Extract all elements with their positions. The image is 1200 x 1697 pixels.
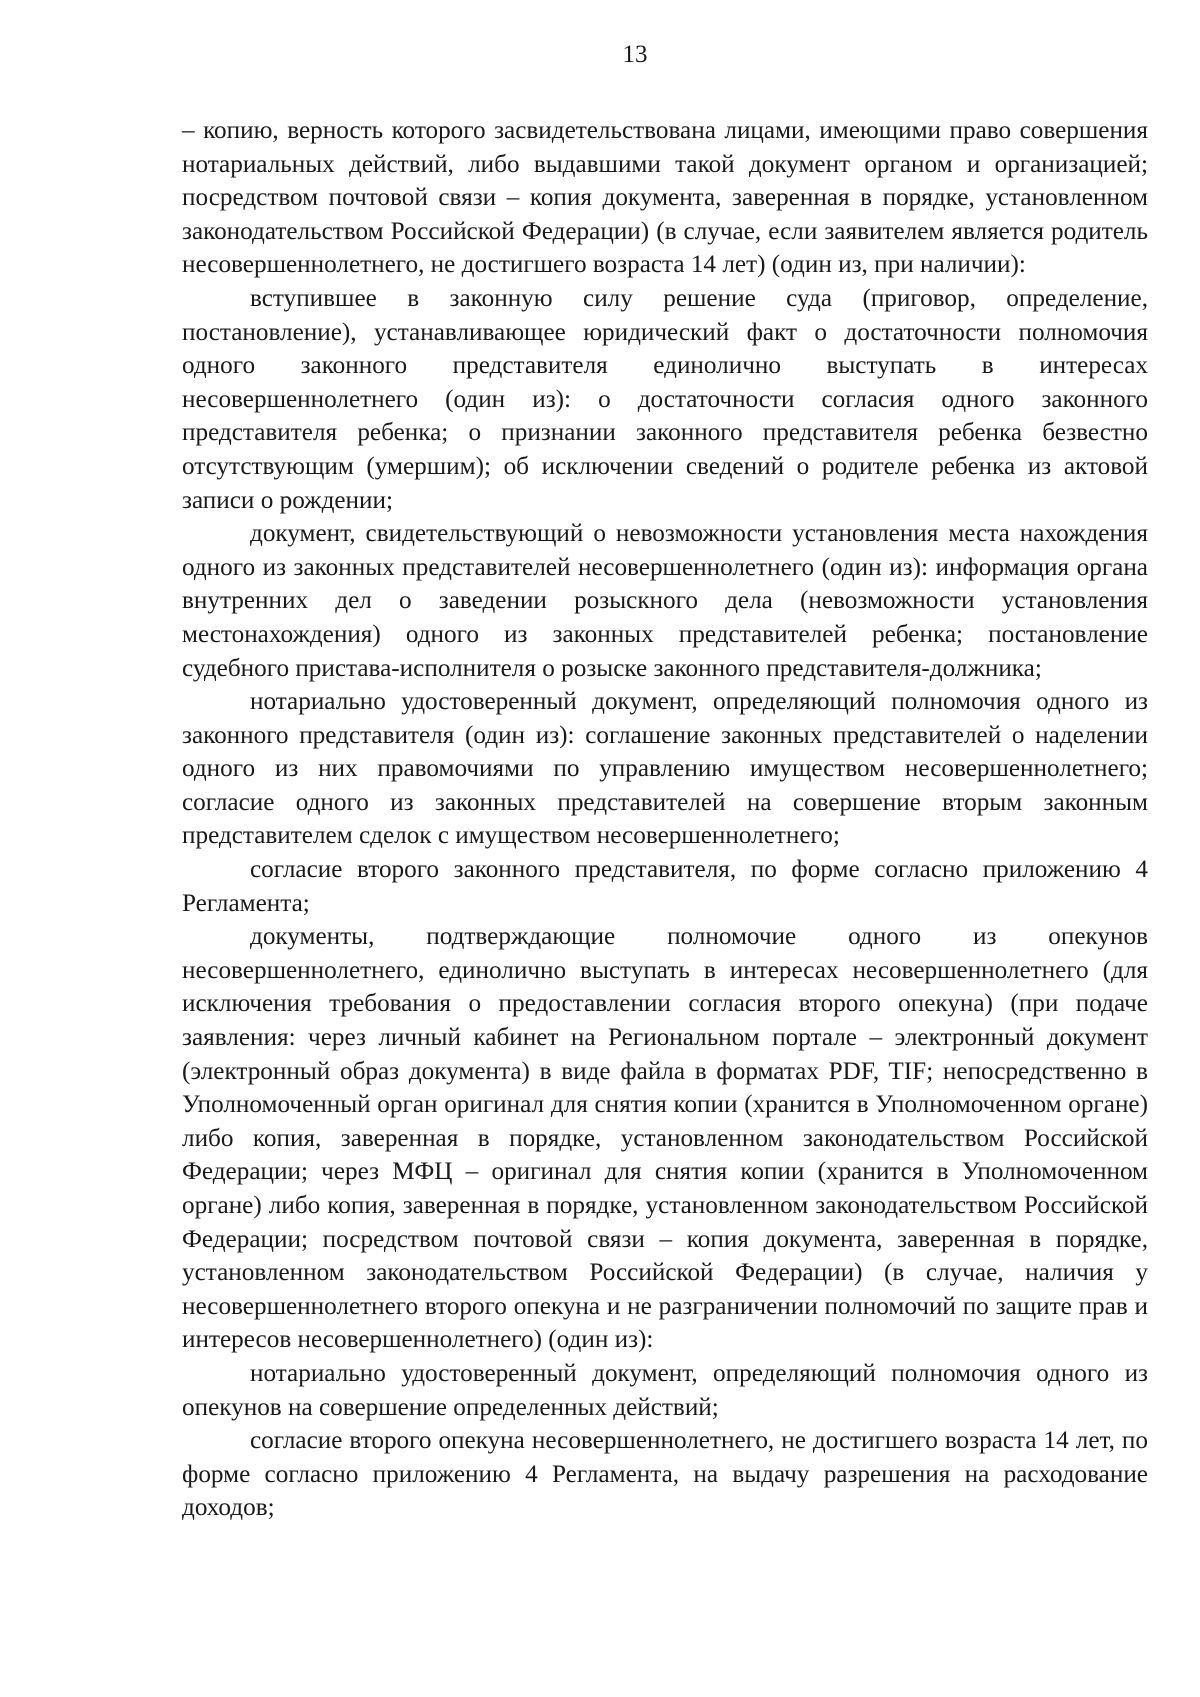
paragraph: – копию, верность которого засвидетельствована лицами, имеющими право совершения нотариальных действий, либо выдавшими такой документ органом и организацией; посредством почтовой связи – копия документа, заверенная в порядке, установленном законодательством Российской Федерации) (в случае, если заявителем является родитель несовершеннолетнего, не достигшего возраста 14 лет) (один из, при наличии): [182,117,1148,279]
paragraph: документ, свидетельствующий о невозможности установления места нахождения одного из законных представителей несовершеннолетнего (один из): информация органа внутренних дел о заведении розыскного дела (невозможности установления местонахождения) одного из законных представителей ребенка; постановление судебного пристава-исполнителя о розыске законного представителя-должника; [182,520,1148,682]
page-number: 13 [622,41,648,68]
document-body [182,114,1148,1525]
paragraph: согласие второго законного представителя, по форме согласно приложению 4 Регламента; [182,856,1148,917]
paragraph: вступившее в законную силу решение суда (приговор, определение, постановление), устанавливающее юридический факт о достаточности полномочия одного законного представителя единолично выступать в интересах несовершеннолетнего (один из): о достаточности согласия одного законного представителя ребенка; о признании законного представителя ребенка безвестно отсутствующим (умершим); об исключении сведений о родителе ребенка из актовой записи о рождении; [182,284,1148,514]
paragraph: документы, подтверждающие полномочие одного из опекунов несовершеннолетнего, единолично выступать в интересах несовершеннолетнего (для исключения требования о предоставлении согласия второго опекуна) (при подаче заявления: через личный кабинет на Региональном портале – электронный документ (электронный образ документа) в виде файла в форматах PDF, TIF; непосредственно в Уполномоченный орган оригинал для снятия копии (хранится в Уполномоченном органе) либо копия, заверенная в порядке, установленном законодательством Российской Федерации; через МФЦ – оригинал для снятия копии (хранится в Уполномоченном органе) либо копия, заверенная в порядке, установленном законодательством Российской Федерации; посредством почтовой связи – копия документа, заверенная в порядке, установленном законодательством Российской Федерации) (в случае, наличия у несовершеннолетнего второго опекуна и не разграничении полномочий по защите прав и интересов несовершеннолетнего) (один из): [182,923,1148,1354]
paragraph: нотариально удостоверенный документ, определяющий полномочия одного из законного представителя (один из): соглашение законных представителей о наделении одного из них правомочиями по управлению имуществом несовершеннолетнего; согласие одного из законных представителей на совершение вторым законным представителем сделок с имуществом несовершеннолетнего; [182,688,1148,850]
paragraph: нотариально удостоверенный документ, определяющий полномочия одного из опекунов на совершение определенных действий; [182,1359,1148,1421]
paragraph: согласие второго опекуна несовершеннолетнего, не достигшего возраста 14 лет, по форме согласно приложению 4 Регламента, на выдачу разрешения на расходование доходов; [182,1427,1148,1522]
